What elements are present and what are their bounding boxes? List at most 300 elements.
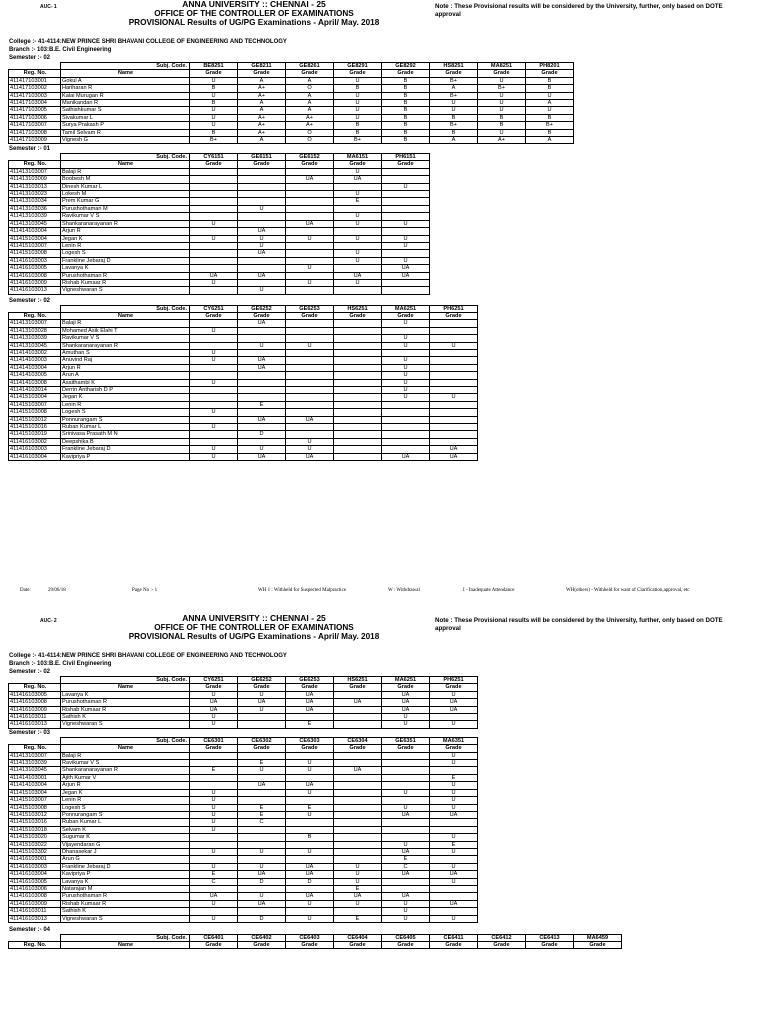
grade-cell <box>286 198 334 205</box>
student-row <box>9 168 430 175</box>
subject-code: GE8291 <box>334 63 382 70</box>
semester-label: Semester :- 02 <box>9 297 51 304</box>
grade-cell <box>334 327 382 334</box>
grade-cell <box>238 834 286 841</box>
grade-cell: U <box>382 915 430 922</box>
reg-no-header: Reg. No. <box>9 745 61 752</box>
grade-cell: U <box>190 349 238 356</box>
grade-cell: U <box>430 797 478 804</box>
reg-no-header: Reg. No. <box>9 312 61 319</box>
subject-code: GE8261 <box>286 63 334 70</box>
grade-cell: U <box>190 811 238 818</box>
student-row <box>9 782 478 789</box>
grade-cell: B <box>526 85 574 92</box>
grade-cell: B+ <box>526 122 574 129</box>
column-header-row <box>9 312 478 319</box>
grade-cell: A+ <box>238 129 286 136</box>
grade-cell: U <box>190 327 238 334</box>
grade-cell <box>238 856 286 863</box>
grade-cell: UA <box>334 272 382 279</box>
branch-line: Branch :- 103:B.E. Civil Engineering <box>9 47 112 53</box>
grade-header: Grade <box>238 745 286 752</box>
grade-cell <box>190 364 238 371</box>
grade-cell: B <box>382 129 430 136</box>
grade-cell: U <box>286 342 334 349</box>
grade-header: Grade <box>478 70 526 77</box>
student-row <box>9 691 478 698</box>
reg-no: 411415103004 <box>9 235 61 242</box>
grade-cell: U <box>382 908 430 915</box>
grade-cell: UA <box>382 453 430 460</box>
student-name: Ravikumar V S <box>61 213 190 220</box>
student-row <box>9 893 478 900</box>
grade-cell <box>334 335 382 342</box>
student-row <box>9 721 478 728</box>
grade-cell: D <box>286 878 334 885</box>
grade-cell: B+ <box>430 122 478 129</box>
grade-cell <box>382 438 430 445</box>
grade-cell <box>334 438 382 445</box>
grade-cell: U <box>334 100 382 107</box>
grade-cell: U <box>382 841 430 848</box>
grade-cell <box>430 714 478 721</box>
grade-cell <box>382 176 430 183</box>
grade-cell <box>334 819 382 826</box>
grade-cell: U <box>190 446 238 453</box>
student-name: Tamil Selvam R <box>61 129 190 136</box>
student-name: Kavipriya P <box>61 871 190 878</box>
reg-no: 411413103036 <box>9 205 61 212</box>
grade-cell: UA <box>238 782 286 789</box>
grade-cell <box>334 752 382 759</box>
student-name: Srinivasa Prasath M N <box>61 431 190 438</box>
grade-cell <box>286 774 334 781</box>
student-row <box>9 107 574 114</box>
grade-cell <box>334 364 382 371</box>
grade-cell <box>334 908 382 915</box>
grade-cell <box>382 446 430 453</box>
grade-cell: U <box>190 114 238 121</box>
grade-cell <box>334 760 382 767</box>
student-name: Sathish K <box>61 908 190 915</box>
grade-cell <box>382 409 430 416</box>
reg-no: 411415103012 <box>9 416 61 423</box>
student-row <box>9 841 478 848</box>
grade-header: Grade <box>334 312 382 319</box>
grade-cell: U <box>238 446 286 453</box>
grade-cell: U <box>334 107 382 114</box>
grade-cell: U <box>334 871 382 878</box>
student-row <box>9 122 574 129</box>
page-header <box>0 0 508 27</box>
grade-cell: A+ <box>286 114 334 121</box>
grade-cell <box>430 908 478 915</box>
grade-cell <box>382 797 430 804</box>
grade-cell <box>238 279 286 286</box>
student-name: Rishab Kumaar R <box>61 900 190 907</box>
subject-code: HS8251 <box>430 63 478 70</box>
grade-cell: A <box>430 137 478 144</box>
subject-code: CE6301 <box>190 737 238 744</box>
reg-no: 411413103013 <box>9 183 61 190</box>
grade-cell: E <box>190 767 238 774</box>
grade-cell: B <box>430 129 478 136</box>
grade-cell: U <box>238 767 286 774</box>
grade-cell: U <box>190 424 238 431</box>
grade-cell <box>382 349 430 356</box>
grade-header: Grade <box>286 312 334 319</box>
grade-cell <box>238 335 286 342</box>
print-date: 29/06/18 <box>48 588 66 593</box>
reg-no: 411417103008 <box>9 129 61 136</box>
grade-cell: UA <box>286 863 334 870</box>
student-row <box>9 915 478 922</box>
student-row <box>9 885 478 892</box>
grade-cell: UA <box>286 699 334 706</box>
subject-code: CE6402 <box>238 934 286 941</box>
grade-cell <box>238 386 286 393</box>
grade-cell: U <box>382 394 430 401</box>
reg-no: 411413103034 <box>9 198 61 205</box>
page-code: AUC- 1 <box>40 4 57 10</box>
grade-cell: U <box>238 205 286 212</box>
college-info <box>9 652 287 668</box>
approval-note: Note : These Provisional results will be considered by the University, further, only based on DOTE approval <box>435 3 723 18</box>
subject-code: MA6459 <box>574 934 622 941</box>
grade-cell <box>238 752 286 759</box>
grade-cell <box>190 908 238 915</box>
grade-cell <box>190 372 238 379</box>
grade-cell <box>382 767 430 774</box>
grade-table <box>8 676 478 729</box>
grade-cell <box>382 826 430 833</box>
grade-header: Grade <box>190 745 238 752</box>
subject-code-row <box>9 63 574 70</box>
reg-no-header: Reg. No. <box>9 70 61 77</box>
grade-cell <box>334 446 382 453</box>
grade-cell: U <box>286 767 334 774</box>
grade-cell: U <box>382 235 430 242</box>
grade-cell: A+ <box>238 85 286 92</box>
grade-cell: E <box>238 401 286 408</box>
grade-cell <box>238 409 286 416</box>
grade-cell: O <box>286 129 334 136</box>
grade-cell <box>334 856 382 863</box>
grade-cell: U <box>286 235 334 242</box>
grade-cell: B <box>382 137 430 144</box>
student-row <box>9 92 574 99</box>
grade-table <box>8 62 574 144</box>
grade-header: Grade <box>334 745 382 752</box>
grade-cell: UA <box>238 699 286 706</box>
grade-cell <box>190 431 238 438</box>
grade-cell <box>382 782 430 789</box>
grade-header: Grade <box>334 70 382 77</box>
student-name: Amuthan S <box>61 349 190 356</box>
grade-cell: D <box>238 878 286 885</box>
grade-cell: U <box>190 714 238 721</box>
grade-cell <box>382 424 430 431</box>
subject-code: CE6412 <box>478 934 526 941</box>
student-row <box>9 453 478 460</box>
reg-no: 411416103013 <box>9 721 61 728</box>
grade-cell: U <box>334 213 382 220</box>
grade-cell: U <box>478 107 526 114</box>
grade-cell: U <box>382 789 430 796</box>
grade-cell <box>334 379 382 386</box>
reg-no: 411415103004 <box>9 789 61 796</box>
grade-cell: U <box>430 760 478 767</box>
student-row <box>9 834 478 841</box>
column-header-row <box>9 70 574 77</box>
grade-cell: U <box>286 915 334 922</box>
reg-no: 411416103009 <box>9 279 61 286</box>
student-name: Balaji R <box>61 320 190 327</box>
grade-cell: U <box>430 107 478 114</box>
student-name: Sivakumar L <box>61 114 190 121</box>
grade-cell: U <box>382 257 430 264</box>
student-name: Ajith Kumar V <box>61 774 190 781</box>
grade-cell: U <box>190 357 238 364</box>
grade-cell <box>286 409 334 416</box>
grade-cell <box>286 885 334 892</box>
grade-cell: B <box>526 77 574 84</box>
grade-cell: B <box>190 129 238 136</box>
subject-code: GE6351 <box>382 737 430 744</box>
student-row <box>9 804 478 811</box>
reg-no: 411417103001 <box>9 77 61 84</box>
student-row <box>9 871 478 878</box>
student-row <box>9 438 478 445</box>
grade-cell: U <box>430 394 478 401</box>
subject-code: GE8292 <box>382 63 430 70</box>
grade-cell <box>334 691 382 698</box>
grade-cell: UA <box>430 811 478 818</box>
grade-cell <box>334 183 382 190</box>
student-row <box>9 137 574 144</box>
semester-block <box>8 668 478 729</box>
student-row <box>9 335 478 342</box>
grade-cell <box>382 819 430 826</box>
grade-cell: U <box>286 279 334 286</box>
grade-cell <box>382 327 430 334</box>
grade-header: Grade <box>526 70 574 77</box>
grade-cell <box>286 228 334 235</box>
grade-cell: UA <box>382 871 430 878</box>
office-name: OFFICE OF THE CONTROLLER OF EXAMINATIONS <box>154 9 354 18</box>
student-row <box>9 129 574 136</box>
reg-no: 411414103004 <box>9 782 61 789</box>
student-row <box>9 379 478 386</box>
grade-cell: U <box>238 863 286 870</box>
grade-cell <box>382 431 430 438</box>
student-row <box>9 699 478 706</box>
grade-cell: U <box>382 721 430 728</box>
reg-no: 411413103007 <box>9 168 61 175</box>
reg-no: 411417103007 <box>9 122 61 129</box>
grade-cell <box>190 834 238 841</box>
grade-cell: A <box>238 77 286 84</box>
grade-cell <box>382 228 430 235</box>
reg-no: 411416103004 <box>9 453 61 460</box>
student-name: Kalai Murugan R <box>61 92 190 99</box>
student-name: Vigneshwaran S <box>61 287 190 294</box>
grade-cell: UA <box>286 893 334 900</box>
grade-cell: U <box>382 804 430 811</box>
student-row <box>9 774 478 781</box>
grade-cell: UA <box>286 453 334 460</box>
grade-cell <box>286 364 334 371</box>
semester-label: Semester :- 01 <box>9 146 51 153</box>
grade-cell <box>190 257 238 264</box>
reg-no: 411413103007 <box>9 752 61 759</box>
grade-cell <box>382 416 430 423</box>
reg-no: 411413103039 <box>9 760 61 767</box>
grade-cell: B <box>382 100 430 107</box>
grade-cell <box>430 416 478 423</box>
reg-no: 411414103002 <box>9 349 61 356</box>
grade-cell <box>430 320 478 327</box>
student-row <box>9 364 478 371</box>
grade-cell <box>334 242 382 249</box>
legend-inadequate: I - Inadequate Attendance <box>463 588 515 593</box>
grade-header: Grade <box>334 942 382 949</box>
grade-cell: B <box>526 129 574 136</box>
grade-cell: U <box>190 797 238 804</box>
grade-cell: UA <box>382 811 430 818</box>
grade-header: Grade <box>238 161 286 168</box>
grade-header: Grade <box>238 70 286 77</box>
grade-cell <box>286 250 334 257</box>
student-row <box>9 114 574 121</box>
grade-cell <box>334 416 382 423</box>
grade-cell: E <box>190 871 238 878</box>
grade-cell: E <box>238 804 286 811</box>
column-header-row <box>9 942 622 949</box>
grade-cell: U <box>190 721 238 728</box>
grade-cell <box>190 198 238 205</box>
student-name: Arjun R <box>61 364 190 371</box>
grade-cell <box>286 819 334 826</box>
grade-table <box>8 934 622 950</box>
grade-cell: U <box>430 915 478 922</box>
grade-header: Grade <box>430 70 478 77</box>
grade-cell <box>382 213 430 220</box>
grade-cell <box>238 257 286 264</box>
grade-cell <box>286 191 334 198</box>
student-row <box>9 848 478 855</box>
reg-no: 411417103005 <box>9 107 61 114</box>
grade-cell <box>190 752 238 759</box>
student-row <box>9 272 430 279</box>
grade-cell: U <box>238 848 286 855</box>
grade-header: Grade <box>190 684 238 691</box>
student-row <box>9 242 430 249</box>
grade-header: Grade <box>286 942 334 949</box>
student-row <box>9 856 478 863</box>
student-row <box>9 235 430 242</box>
grade-cell: UA <box>430 453 478 460</box>
reg-no: 411416103005 <box>9 878 61 885</box>
grade-cell: U <box>382 900 430 907</box>
grade-table <box>8 305 478 462</box>
subject-code: MA8251 <box>478 63 526 70</box>
grade-cell <box>286 401 334 408</box>
student-name: Arjun R <box>61 228 190 235</box>
student-name: Rishab Kumaar R <box>61 279 190 286</box>
grade-cell: UA <box>382 848 430 855</box>
name-header: Name <box>61 745 190 752</box>
grade-cell: B+ <box>430 92 478 99</box>
student-row <box>9 205 430 212</box>
grade-cell <box>382 168 430 175</box>
student-row <box>9 265 430 272</box>
grade-cell: E <box>382 856 430 863</box>
student-row <box>9 320 478 327</box>
student-name: Mohamed Asik Elahi T <box>61 327 190 334</box>
grade-cell: UA <box>238 364 286 371</box>
grade-cell: A <box>238 107 286 114</box>
grade-cell: A <box>286 77 334 84</box>
grade-cell <box>238 265 286 272</box>
reg-no: 411416103013 <box>9 287 61 294</box>
grade-cell: A+ <box>238 114 286 121</box>
grade-cell: U <box>190 863 238 870</box>
grade-cell: U <box>526 107 574 114</box>
grade-cell: E <box>238 760 286 767</box>
student-name: Shankaranarayanan R <box>61 767 190 774</box>
reg-no: 411415103004 <box>9 394 61 401</box>
subject-code: CE6302 <box>238 737 286 744</box>
student-name: Hariharan R <box>61 85 190 92</box>
approval-note: Note : These Provisional results will be considered by the University, further, only based on DOTE approval <box>435 617 723 632</box>
grade-cell <box>430 893 478 900</box>
student-row <box>9 878 478 885</box>
grade-cell <box>190 885 238 892</box>
grade-cell: E <box>430 841 478 848</box>
subject-code-row <box>9 677 478 684</box>
reg-no: 411416103006 <box>9 885 61 892</box>
grade-cell <box>334 714 382 721</box>
subject-code-row <box>9 305 478 312</box>
reg-no: 411416103005 <box>9 265 61 272</box>
subject-code-row <box>9 934 622 941</box>
university-name: ANNA UNIVERSITY :: CHENNAI - 25 <box>182 0 326 9</box>
reg-no: 411415103008 <box>9 804 61 811</box>
grade-cell <box>190 438 238 445</box>
grade-cell: U <box>238 342 286 349</box>
student-row <box>9 228 430 235</box>
grade-cell: U <box>382 379 430 386</box>
grade-cell <box>286 242 334 249</box>
grade-cell <box>430 424 478 431</box>
grade-cell: UA <box>430 446 478 453</box>
grade-cell <box>238 394 286 401</box>
grade-cell: B <box>430 114 478 121</box>
grade-cell <box>286 856 334 863</box>
column-header-row <box>9 745 478 752</box>
reg-no: 411415103012 <box>9 811 61 818</box>
semester-block <box>8 54 574 144</box>
grade-table <box>8 153 430 295</box>
grade-cell: U <box>430 752 478 759</box>
reg-no: 411413103023 <box>9 191 61 198</box>
student-name: Frankline Jebaraj D <box>61 446 190 453</box>
grade-cell: U <box>430 782 478 789</box>
grade-cell <box>430 386 478 393</box>
grade-cell: U <box>430 691 478 698</box>
grade-cell <box>190 782 238 789</box>
